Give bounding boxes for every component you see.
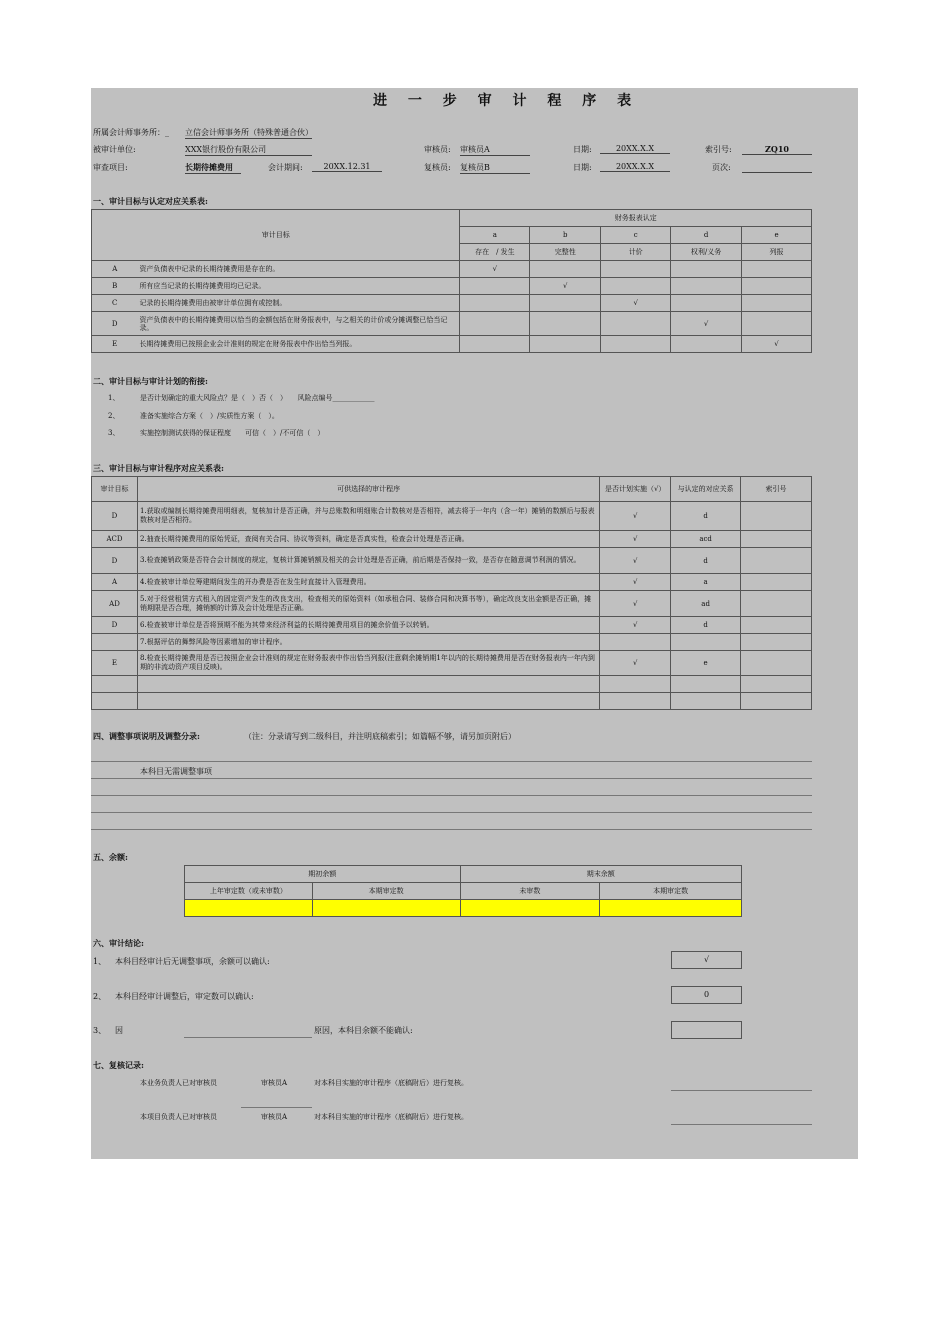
row-index [741,634,812,651]
conclusion-pre: 因 [115,1026,123,1035]
row-id: A [92,261,138,278]
row-text: 长期待摊费用已按照企业会计准则的规定在财务报表中作出恰当列报。 [137,336,460,353]
conclusion-no: 2、 [93,992,107,1001]
review-line2-name: 审核员A [261,1113,288,1121]
auditee-value: XXX银行股份有限公司 [185,144,312,156]
conclusion-no: 3、 [93,1026,107,1035]
row-index [741,617,812,634]
divider [91,778,812,779]
row-id: B [92,278,138,295]
preparer-value: 审核员A [460,144,530,156]
date2-value: 20XX.X.X [600,162,670,172]
col-planned-header: 是否计划实施（√） [600,477,671,502]
row-assertion: a [671,574,741,591]
date1-value: 20XX.X.X [600,144,670,154]
table-row [92,591,812,617]
auditee-label: 被审计单位: [93,145,136,154]
closing-balance-header: 期末余额 [460,866,742,883]
opening-balance-header: 期初余额 [185,866,461,883]
conclusion-text: 本科目经审计调整后，审定数可以确认: [115,992,254,1001]
divider [241,1107,312,1108]
row-objective: A [92,574,138,591]
conclusion-value[interactable] [671,1021,742,1039]
balance-cell[interactable] [460,900,600,917]
firm-label: 所属会计师事务所：_ [93,128,169,137]
review-line1-post: 对本科目实施的审计程序（底稿附后）进行复核。 [314,1079,468,1087]
index-value: ZQ10 [742,144,812,155]
assertion-existence: 存在 / 发生 [460,244,530,261]
period-label: 会计期间: [268,163,303,172]
row-text: 资产负债表中记录的长期待摊费用是存在的。 [137,261,460,278]
letter-d: d [671,227,742,244]
table-row [92,261,812,278]
row-index [741,574,812,591]
table-row [92,693,812,710]
letter-e: e [742,227,812,244]
section5-heading: 五、余额: [93,852,128,862]
section6-heading: 六、审计结论: [93,938,144,948]
date1-label: 日期: [573,145,592,154]
balance-table [184,865,742,917]
item-value: 长期待摊费用 [185,162,241,174]
row-objective: ACD [92,531,138,548]
row-planned [600,634,671,651]
row-objective: E [92,651,138,676]
row-objective: AD [92,591,138,617]
reason-line[interactable] [184,1037,312,1038]
row-index [741,651,812,676]
row-index [741,591,812,617]
row-assertion: ad [671,591,741,617]
table-row [92,531,812,548]
row-planned: √ [600,548,671,574]
row-procedure: 2.抽查长期待摊费用的原始凭证，查阅有关合同、协议等资料，确定是否真实性，检查会计处理是否正确。 [137,531,599,548]
signature-line[interactable] [671,1124,812,1125]
row-procedure: 5.对于经营租赁方式租入的固定资产发生的改良支出，检查相关的原始资料（如承租合同、装修合同和决算书等），确定改良支出金额是否正确，摊销期限是否合理，摊销额的计算及会计处理是否正确。 [137,591,599,617]
row-id: C [92,295,138,312]
index-label: 索引号: [705,145,732,154]
conclusion-value[interactable]: 0 [671,986,742,1004]
divider [91,829,812,830]
section4-heading: 四、调整事项说明及调整分录: [93,731,200,741]
table-row [92,651,812,676]
plan-item-no: 3、 [108,429,120,437]
page-value [742,162,812,173]
col-assertion-header: 与认定的对应关系 [671,477,741,502]
preparer-label: 审核员: [424,145,451,154]
table-row [92,278,812,295]
period-value: 20XX.12.31 [312,162,382,172]
section7-heading: 七、复核记录: [93,1060,144,1070]
objective-assertion-table [91,209,812,353]
assertion-valuation: 计价 [601,244,671,261]
row-objective [92,634,138,651]
plan-item-no: 2、 [108,412,120,420]
row-planned: √ [600,617,671,634]
section4-note: （注：分录请写到二级科目，并注明底稿索引；如篇幅不够，请另加页附后） [244,732,516,741]
row-id: E [92,336,138,353]
row-index [741,531,812,548]
signature-line[interactable] [671,1090,812,1091]
letter-a: a [460,227,530,244]
row-planned: √ [600,531,671,548]
date2-label: 日期: [573,163,592,172]
procedure-table [91,476,812,710]
table-row [92,312,812,336]
row-planned: √ [600,651,671,676]
assertion-rights: 权利/义务 [671,244,742,261]
row-assertion: d [671,502,741,531]
assertion-presentation: 列报 [742,244,812,261]
row-text: 记录的长期待摊费用由被审计单位拥有或控制。 [137,295,460,312]
plan-item-text: 实施控制测试获得的保证程度 可信（ ）/不可信（ ） [140,429,325,437]
row-planned: √ [600,591,671,617]
conclusion-text: 原因，本科目余额不能确认: [314,1026,413,1035]
divider [91,795,812,796]
row-text: 所有应当记录的长期待摊费用均已记录。 [137,278,460,295]
table-row [92,295,812,312]
review-line2-post: 对本科目实施的审计程序（底稿附后）进行复核。 [314,1113,468,1121]
row-id: D [92,312,138,336]
col-current-audited-opening: 本期审定数 [312,883,460,900]
row-objective: D [92,548,138,574]
row-objective: D [92,617,138,634]
check-mark: √ [601,295,671,312]
row-text: 资产负债表中的长期待摊费用以恰当的金额包括在财务报表中，与之相关的计价或分摊调整已恰当记录。 [137,312,460,336]
col-objective-header: 审计目标 [92,477,138,502]
col-index-header: 索引号 [741,477,812,502]
plan-item-no: 1、 [108,394,120,402]
table-row [92,634,812,651]
letter-c: c [601,227,671,244]
reviewer-value: 复核员B [460,162,530,174]
balance-cell[interactable] [600,900,742,917]
table-row [92,676,812,693]
check-mark: √ [742,336,812,353]
row-assertion: d [671,548,741,574]
section2-heading: 二、审计目标与审计计划的衔接: [93,376,208,386]
col-unaudited: 未审数 [460,883,600,900]
conclusion-text: 本科目经审计后无调整事项，余额可以确认: [115,957,270,966]
row-assertion: acd [671,531,741,548]
row-procedure: 7.根据评估的舞弊风险等因素增加的审计程序。 [137,634,599,651]
balance-cell[interactable] [185,900,313,917]
divider [91,812,812,813]
check-mark: √ [671,312,742,336]
conclusion-no: 1、 [93,957,107,966]
row-objective: D [92,502,138,531]
section3-heading: 三、审计目标与审计程序对应关系表: [93,463,224,473]
col-objective-header: 审计目标 [92,210,460,261]
table-row [92,548,812,574]
row-procedure: 4.检查被审计单位筹建期间发生的开办费是否在发生时直接计入管理费用。 [137,574,599,591]
table-row [92,502,812,531]
check-mark: √ [460,261,530,278]
row-assertion: d [671,617,741,634]
reviewer-label: 复核员: [424,163,451,172]
plan-item-text: 是否计划确定的重大风险点？是（ ）否（ ） 风险点编号____________ [140,394,375,402]
review-line1-pre: 本业务负责人已对审核员 [140,1079,217,1087]
item-label: 审查项目: [93,163,128,172]
firm-value: 立信会计师事务所（特殊普通合伙） [185,128,313,137]
review-line2-pre: 本项目负责人已对审核员 [140,1113,217,1121]
balance-cell[interactable] [312,900,460,917]
row-index [741,548,812,574]
col-prior-audited: 上年审定数（或未审数） [185,883,313,900]
plan-item-text: 准备实施综合方案（ ）/实质性方案（ ）。 [140,412,279,420]
row-procedure: 6.检查被审计单位是否将预期不能为其带来经济利益的长期待摊费用项目的摊余价值予以转销。 [137,617,599,634]
review-line1-name: 审核员A [261,1079,288,1087]
section1-heading: 一、审计目标与认定对应关系表: [93,196,208,206]
col-assertions-header: 财务报表认定 [460,210,812,227]
assertion-completeness: 完整性 [530,244,601,261]
col-current-audited-closing: 本期审定数 [600,883,742,900]
col-procedure-header: 可供选择的审计程序 [137,477,599,502]
row-procedure: 3.检查摊销政策是否符合会计制度的规定，复核计算摊销额及相关的会计处理是否正确，前后期是否保持一致，是否存在随意调节利润的情况。 [137,548,599,574]
table-row [92,574,812,591]
conclusion-value[interactable]: √ [671,951,742,969]
row-procedure: 8.检查长期待摊费用是否已按照企业会计准则的规定在财务报表中作出恰当列报(注意剩余摊销期1年以内的长期待摊费用是否在财务报表内一年内到期的非流动资产项目反映)。 [137,651,599,676]
row-planned: √ [600,502,671,531]
page-label: 页次: [712,163,731,172]
row-index [741,502,812,531]
row-procedure: 1.获取或编制长期待摊费用明细表，复核加计是否正确，并与总账数和明细账合计数核对是否相符，减去将于一年内（含一年）摊销的数额后与报表数核对是否相符。 [137,502,599,531]
page-title: 进 一 步 审 计 程 序 表 [373,93,640,109]
letter-b: b [530,227,601,244]
table-row [92,336,812,353]
row-assertion [671,634,741,651]
divider [91,761,812,762]
table-row [92,617,812,634]
check-mark: √ [530,278,601,295]
row-assertion: e [671,651,741,676]
adjustment-content: 本科目无需调整事项 [140,767,212,776]
row-planned: √ [600,574,671,591]
